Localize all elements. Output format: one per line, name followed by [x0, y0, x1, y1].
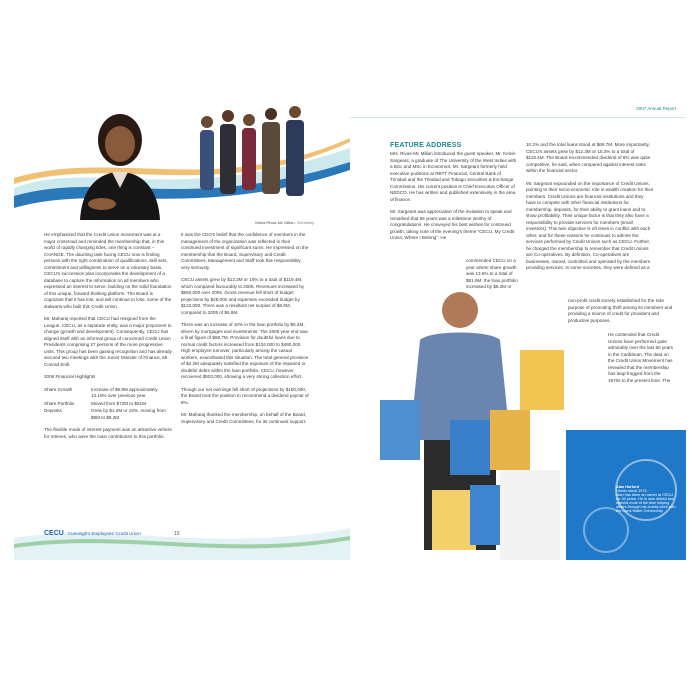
- paragraph: Mr. Maharaj reported that CECU had resigned from the League. CECU, as a separate entity, was a major proponent to change (growth and development). Consequently, CECU has aligned itself with an informal group of concerned Credit Union Presidents comprising 27 persons of the more progressive units. This group has been gaining recognition and has already secured two meetings with the Junior Minister of Finance, Mr. Conrad Enill.: [44, 316, 172, 367]
- credit-name: Alan Harford: [616, 485, 639, 489]
- credit-union-logo: [44, 530, 141, 537]
- right-column-2: [526, 142, 654, 278]
- magazine-spread: [14, 100, 686, 560]
- paragraph: Mrs. Rivas-Mc Millan introduced the guest speaker, Mr. Kelvin Sargeant, a graduate of The University of the West Indies with a BSc and MSc in Economics. Mr. Sargeant formerly held executive positions at RBTT Financial, Central Bank of Trinidad and the Trinidad and Tobago Securities & Exchange Commission. His current position is Chief Executive Officer of NEDCO. He has written and published extensively in the area of finance.: [390, 151, 517, 202]
- footer-wave-graphic: [14, 518, 350, 560]
- financial-highlights-table: [44, 387, 172, 422]
- paragraph: There was an increase of 10% in the loan portfolio by $6.3M, driven by mortgages and investments. The 2006 year end saw a final figure of $68.7M. Provision for doubtful loans due to normal credit factors increased from $134,000 to $460,000. High employee turnover, particularly among the casual workers, exacerbated this situation. The total general provision of $2.2M adequately satisfied the exposure of the impaired or doubtful debts within the loan portfolio. CECU, however, recovered $503,000, showing a very strong collection effort.: [181, 322, 309, 380]
- paragraph: 10.2% and the total loans stood at $68.7M. More importantly, CECU's assets grew by $12.3M or 10.3% to a total of $119.4M. The Board recommended dividend of 8% was quite competitive, he said, when compared against interest rates within the financial sector.: [526, 142, 651, 174]
- paragraph: commended CECU on a year where share growth was 13.6% to a total of $81.9M, the loan portfolio increased by $6.2M or: [466, 258, 518, 290]
- highlight-label: Share Portfolio: [44, 400, 75, 406]
- paragraph: Though our net earnings fell short of projections by $150,000, the Board took the position to recommend a dividend payout of 8%.: [181, 386, 309, 405]
- credit-text: Alan has been an owner at CECU for 32 years. He is now retired and spends most of his time helping others through his charity work with the Lions Water Community.: [616, 493, 676, 513]
- paragraph: Mr. Sargeant expounded on the importance of Credit Unions, pointing to their socio-economic role in wealth creation for their members. Credit Unions are financial institutions and they have to compete with other financial institutions for membership, deposits, for their ability to grant loans and to show profitability. Their unique factor is that they also have a responsibility to provide services for members (small investors). This twin objective is oft times in conflict with each other, and for these reasons he continues to admire the services performed by Credit Unions such as CECU. Further, he charged the membership to remember that Credit Unions are Co-operatives. By definition, Co-operatives are businesses, owned, controlled and operated by the members providing services. In some societies, they were defined as a: [526, 180, 654, 271]
- right-column-2-lower: [608, 332, 674, 390]
- paragraph: The flexible mode of interest payment was an attractive vehicle for retirees, who were the main contributors to this portfolio.: [44, 427, 172, 439]
- highlight-label: Share Growth: [44, 386, 73, 392]
- paragraph: Mr. Sargeant was appreciative of the invitation to speak and remarked that 55 years was a milestone worthy of congratulations. He conveyed his best wishes for continued growth, taking note of the evening's theme "CECU, My Credit Union, Where I Belong". He: [390, 209, 515, 241]
- paragraph: non-profit credit society established for the sole purpose of promoting thrift among its members and providing a source of credit for provident and productive purposes.: [568, 298, 673, 323]
- highlight-label: Deposits: [44, 408, 62, 414]
- photo-caption: [255, 220, 314, 225]
- highlight-value: Moved from $72M to $81M.: [91, 400, 148, 406]
- paragraph: He contended that Credit Unions have performed quite admirably over the last 50 years in the Caribbean. The data on the Credit Union Movement has revealed that the membership has leap-frogged from the 1970s to the present time. The: [608, 332, 674, 383]
- caption-role: Secretary: [296, 220, 314, 225]
- left-column-1: [44, 232, 172, 446]
- paragraph: He emphasized that the Credit Union movement was at a major crossroad and reminded the membership that, in this world of rapidly changing tides, one thing is constant – CHANGE. The daunting task facing CECU now is finding persons with the right combination of qualifications, skill sets, commitment and willingness to serve on a voluntary basis. CECU's succession plan incorporates the development of a database to capture the information on all members who expressed an interest to serve, building on the solid foundation of this unique, forward-thinking platform. The Board is cognizant that it has lost, and will continue to lose, some of the stalwarts who built this Credit Union.: [44, 232, 172, 309]
- running-header: 2007 Annual Report: [636, 106, 676, 111]
- paragraph: It was the CEO's belief that the confidence of members in the management of the organization was reflected in their continued investment of significant sums. He impressed on the membership that the Board, Supervisory and Credit Committees, Management and Staff took this responsibility very seriously.: [181, 232, 309, 270]
- paragraph: Mr. Maharaj thanked the membership, on behalf of the Board, Supervisory and Credit Committees, for its continued support.: [181, 412, 307, 424]
- right-column-1: [390, 151, 518, 248]
- group-photo: [194, 100, 324, 218]
- credit-role: Owner since 1976: [616, 489, 647, 493]
- caption-name: Maria Rivas-Mc Millan,: [255, 220, 296, 225]
- photo-credit: [616, 485, 678, 513]
- feature-title: FEATURE ADDRESS: [390, 142, 462, 149]
- logo-badge: CECU: [44, 530, 64, 537]
- logo-text: Cunningh's Employees' Credit Union: [67, 531, 141, 536]
- man-with-gift-bags-photo: [350, 270, 590, 560]
- left-column-2: [181, 232, 309, 431]
- paragraph: CECU assets grew by $12.3M or 10% to a total of $119.4M, which compared favourably to 2005. Revenues increased by $850,000 over 2005. Gross revenue fell short of budget projections by $28,000 and expenses exceeded budget by $122,000. There was a resultant net surplus of $6.6M, compared to 2005 of $6.6M.: [181, 277, 305, 315]
- portrait-photo: [60, 100, 180, 220]
- left-page: [14, 100, 350, 560]
- right-column-2-mid: [568, 298, 678, 330]
- highlight-value: Increase of $9.9M approximately 13.16% over previous year: [91, 386, 158, 399]
- page-number: 10: [174, 531, 180, 537]
- highlight-value: Grew by $1.2M or 15%, moving from $8M to $9.2M: [91, 408, 166, 420]
- right-page: [350, 100, 686, 560]
- header-rule: [350, 117, 686, 118]
- highlights-title: 2006 Financial Highlights: [44, 374, 96, 380]
